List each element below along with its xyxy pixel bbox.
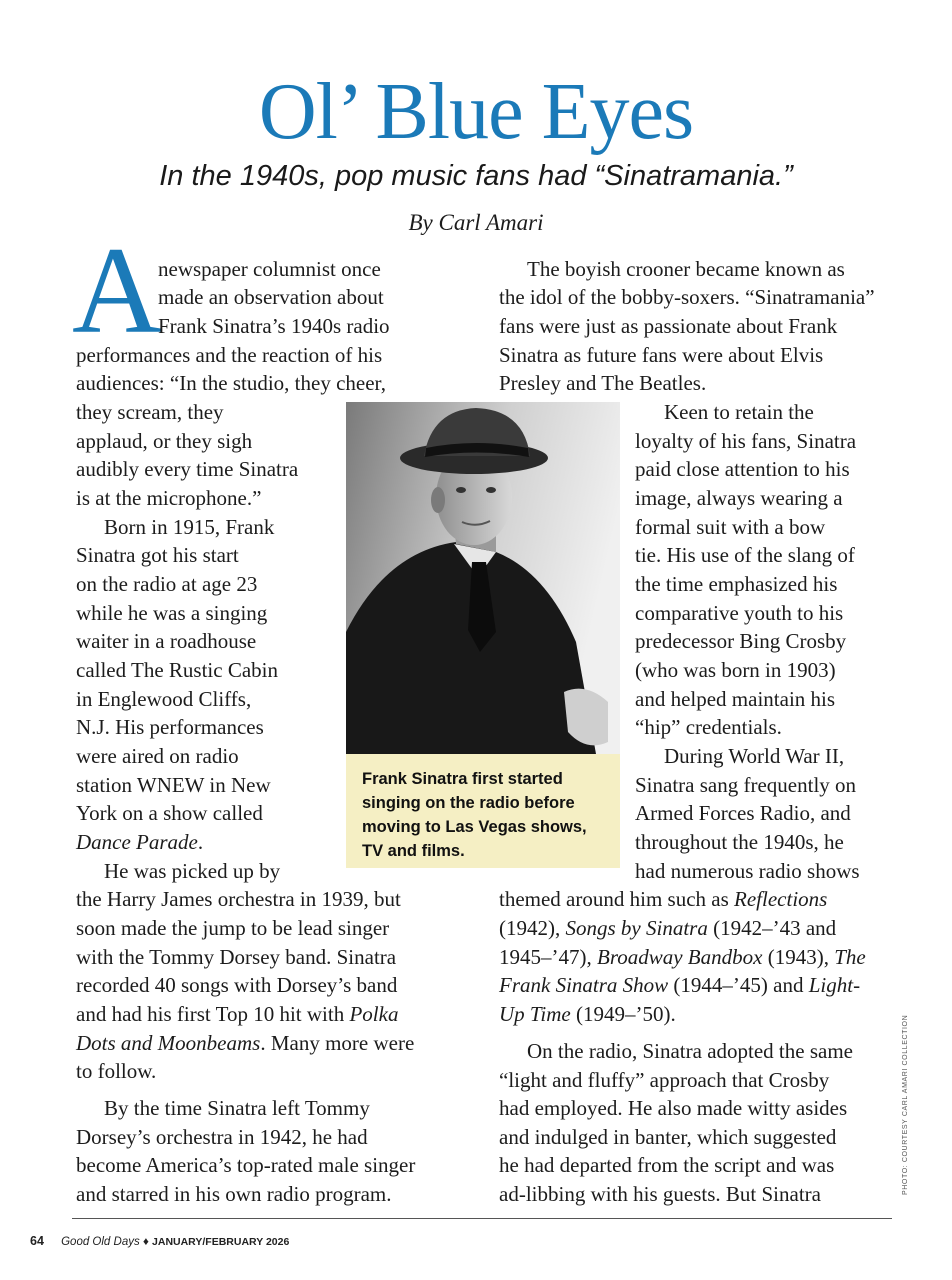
drop-cap: A bbox=[72, 222, 162, 359]
text-line: while he was a singing bbox=[76, 601, 268, 625]
photo-credit: PHOTO: COURTESY CARL AMARI COLLECTION bbox=[902, 1014, 909, 1195]
text-line: called The Rustic Cabin bbox=[76, 658, 278, 682]
text-line: he had departed from the script and was bbox=[499, 1153, 835, 1177]
show-title: Reflections bbox=[734, 887, 828, 911]
article-subtitle: In the 1940s, pop music fans had “Sinatramania.” bbox=[159, 160, 793, 192]
show-title: Dance Parade bbox=[76, 830, 198, 854]
text-line: recorded 40 songs with Dorsey’s band bbox=[76, 973, 398, 997]
text-line: During World War II, bbox=[664, 744, 845, 768]
text-line: and had his first Top 10 hit with Polka bbox=[76, 1002, 399, 1026]
text-line: Dance Parade. bbox=[76, 830, 204, 854]
text-line: N.J. His performances bbox=[76, 715, 264, 739]
text-line: Up Time (1949–’50). bbox=[499, 1002, 676, 1026]
text-line: soon made the jump to be lead singer bbox=[76, 916, 390, 940]
text-line: and starred in his own radio program. bbox=[76, 1182, 392, 1206]
text-line: audiences: “In the studio, they cheer, bbox=[76, 371, 386, 395]
text-line: York on a show called bbox=[76, 801, 263, 825]
show-title: Frank Sinatra Show bbox=[499, 973, 669, 997]
text-line: Dorsey’s orchestra in 1942, he had bbox=[76, 1125, 368, 1149]
photo-caption: Frank Sinatra first started singing on the radio before moving to Las Vegas shows, TV and films. bbox=[346, 754, 620, 868]
text-line: made an observation about bbox=[158, 285, 384, 309]
text-line: themed around him such as Reflections bbox=[499, 887, 828, 911]
magazine-name: Good Old Days bbox=[61, 1236, 140, 1248]
show-title: Up Time bbox=[499, 1002, 571, 1026]
diamond-separator: ♦ bbox=[142, 1236, 149, 1248]
song-title: Dots and Moonbeams bbox=[76, 1031, 261, 1055]
show-title: Light- bbox=[808, 973, 861, 997]
text-line: waiter in a roadhouse bbox=[76, 629, 257, 653]
text-line: and indulged in banter, which suggested bbox=[499, 1125, 837, 1149]
text-line: Sinatra sang frequently on bbox=[635, 773, 857, 797]
text-line: the Harry James orchestra in 1939, but bbox=[76, 887, 401, 911]
text-line: were aired on radio bbox=[76, 744, 239, 768]
text-line: (1942), Songs by Sinatra (1942–’43 and bbox=[499, 916, 837, 940]
text-line: is at the microphone.” bbox=[76, 486, 262, 510]
text-line: to follow. bbox=[76, 1059, 157, 1083]
text-line: had numerous radio shows bbox=[635, 859, 860, 883]
text-line: Dots and Moonbeams. Many more were bbox=[76, 1031, 415, 1055]
text-line: in Englewood Cliffs, bbox=[76, 687, 252, 711]
text-line: paid close attention to his bbox=[635, 457, 850, 481]
text-line: had employed. He also made witty asides bbox=[499, 1096, 848, 1120]
text-line: image, always wearing a bbox=[635, 486, 843, 510]
text-line: predecessor Bing Crosby bbox=[635, 629, 847, 653]
text-line: they scream, they bbox=[76, 400, 224, 424]
sinatra-photo bbox=[346, 402, 620, 754]
text-line: Armed Forces Radio, and bbox=[635, 801, 851, 825]
text-line: performances and the reaction of his bbox=[76, 343, 383, 367]
text-line: The boyish crooner became known as bbox=[527, 257, 845, 281]
issue-date: JANUARY/FEBRUARY 2026 bbox=[152, 1236, 290, 1248]
text-line: applaud, or they sigh bbox=[76, 429, 253, 453]
text-line: throughout the 1940s, he bbox=[635, 830, 844, 854]
text-line: “light and fluffy” approach that Crosby bbox=[499, 1068, 830, 1092]
text-line: station WNEW in New bbox=[76, 773, 271, 797]
text-line: He was picked up by bbox=[104, 859, 281, 883]
text-line: on the radio at age 23 bbox=[76, 572, 258, 596]
text-line: the idol of the bobby-soxers. “Sinatramania” bbox=[499, 285, 875, 309]
article-title: Ol’ Blue Eyes bbox=[258, 68, 694, 156]
text-line: comparative youth to his bbox=[635, 601, 844, 625]
article-byline: By Carl Amari bbox=[408, 210, 544, 235]
song-title: Polka bbox=[349, 1002, 399, 1026]
portrait-illustration bbox=[346, 402, 620, 754]
text-line: Frank Sinatra Show (1944–’45) and Light- bbox=[499, 973, 861, 997]
footer-rule bbox=[72, 1218, 892, 1219]
text-line: formal suit with a bow bbox=[635, 515, 826, 539]
text-line: Born in 1915, Frank bbox=[104, 515, 275, 539]
text-line: the time emphasized his bbox=[635, 572, 838, 596]
text-line: “hip” credentials. bbox=[635, 715, 782, 739]
text-line: ad-libbing with his guests. But Sinatra bbox=[499, 1182, 821, 1206]
text-line: with the Tommy Dorsey band. Sinatra bbox=[76, 945, 397, 969]
show-title: The bbox=[834, 945, 866, 969]
page-footer bbox=[30, 1233, 289, 1250]
text-line: On the radio, Sinatra adopted the same bbox=[527, 1039, 853, 1063]
show-title: Broadway Bandbox bbox=[597, 945, 763, 969]
text-line: Keen to retain the bbox=[664, 400, 814, 424]
text-line: tie. His use of the slang of bbox=[635, 543, 855, 567]
text-line: By the time Sinatra left Tommy bbox=[104, 1096, 370, 1120]
show-title: Songs by Sinatra bbox=[565, 916, 708, 940]
text-line: Frank Sinatra’s 1940s radio bbox=[158, 314, 390, 338]
text-line: Sinatra as future fans were about Elvis bbox=[499, 343, 824, 367]
text-line: (who was born in 1903) bbox=[635, 658, 836, 682]
text-line: and helped maintain his bbox=[635, 687, 836, 711]
text-line: loyalty of his fans, Sinatra bbox=[635, 429, 857, 453]
text-line: Sinatra got his start bbox=[76, 543, 239, 567]
text-line: Presley and The Beatles. bbox=[499, 371, 707, 395]
text-line: fans were just as passionate about Frank bbox=[499, 314, 838, 338]
text-line: newspaper columnist once bbox=[158, 257, 381, 281]
text-line: 1945–’47), Broadway Bandbox (1943), The bbox=[499, 945, 866, 969]
text-line: become America’s top-rated male singer bbox=[76, 1153, 416, 1177]
page-number: 64 bbox=[30, 1234, 44, 1248]
text-line: audibly every time Sinatra bbox=[76, 457, 299, 481]
